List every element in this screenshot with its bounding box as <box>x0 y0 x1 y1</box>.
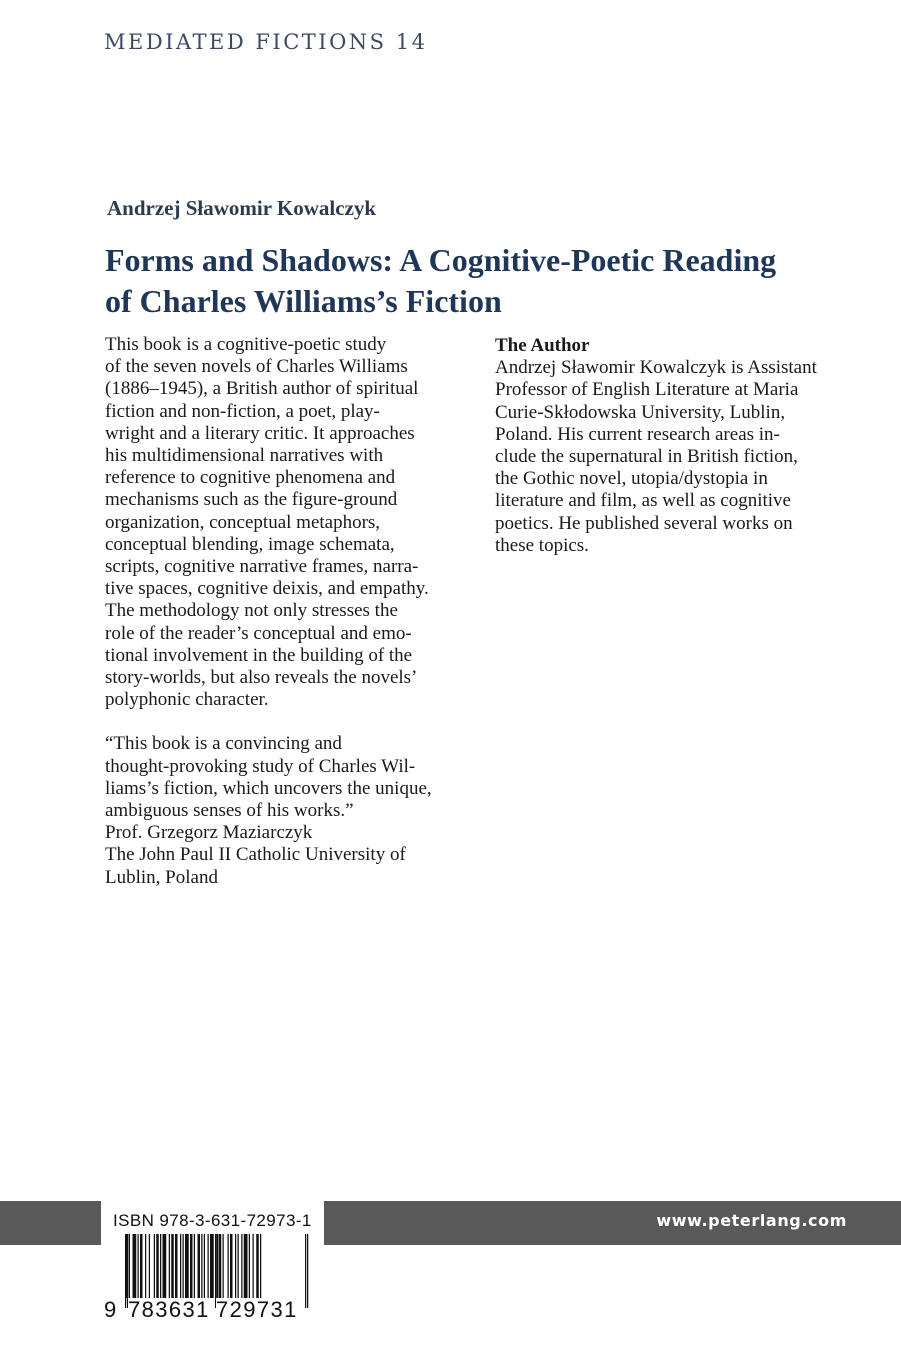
text-line: reference to cognitive phenomena and <box>105 467 396 489</box>
barcode-bar <box>201 1234 202 1298</box>
quote-line: “This book is a convincing and <box>105 733 342 755</box>
text-line: role of the reader’s conceptual and emo- <box>105 622 412 644</box>
barcode-bar <box>223 1234 224 1298</box>
barcode-bar <box>204 1234 205 1298</box>
barcode-bar <box>185 1234 189 1298</box>
description-paragraph <box>105 334 477 711</box>
text-line: polyphonic character. <box>105 689 269 711</box>
isbn-label: ISBN 978-3-631-72973-1 <box>113 1211 312 1230</box>
text-line: tive spaces, cognitive deixis, and empathy. <box>105 578 429 600</box>
quote-line: liams’s fiction, which uncovers the unique, <box>105 777 432 799</box>
series-label: MEDIATED FICTIONS 14 <box>104 30 428 54</box>
publisher-url[interactable]: www.peterlang.com <box>656 1211 847 1230</box>
text-line: fiction and non-fiction, a poet, play- <box>105 400 380 422</box>
barcode-bar <box>180 1234 181 1298</box>
about-author-text <box>495 357 867 557</box>
barcode-bar <box>169 1234 170 1298</box>
quote-line: ambiguous senses of his works.” <box>105 800 354 822</box>
barcode-guard-bar <box>125 1234 126 1308</box>
barcode-guard-bar <box>307 1234 308 1308</box>
text-line: (1886–1945), a British author of spiritual <box>105 378 419 400</box>
text-line: of the seven novels of Charles Williams <box>105 356 408 378</box>
barcode-lead-digit: 9 <box>104 1297 118 1322</box>
book-title <box>105 240 865 322</box>
quote-attribution: Prof. Grzegorz Maziarczyk <box>105 822 313 844</box>
description-column <box>105 334 477 889</box>
text-line: wright and a literary critic. It approaches <box>105 422 415 444</box>
text-line: Andrzej Sławomir Kowalczyk is Assistant <box>495 357 817 379</box>
barcode-bar <box>244 1234 248 1298</box>
barcode-bar <box>171 1234 174 1298</box>
text-line: organization, conceptual metaphors, <box>105 511 381 533</box>
quote-affiliation: Lublin, Poland <box>105 866 218 888</box>
barcode-bar <box>249 1234 250 1298</box>
barcode-bar <box>160 1234 161 1298</box>
barcode-bar <box>198 1234 201 1298</box>
text-line: these topics. <box>495 534 589 556</box>
text-line: Professor of English Literature at Maria <box>495 379 799 401</box>
text-line: the Gothic novel, utopia/dystopia in <box>495 468 768 490</box>
barcode-bar <box>175 1234 178 1298</box>
text-line: Poland. His current research areas in- <box>495 423 780 445</box>
barcode-bar <box>183 1234 184 1298</box>
title-line: Forms and Shadows: A Cognitive-Poetic Reading <box>105 242 777 278</box>
barcode-bar <box>194 1234 195 1298</box>
barcode-bar <box>140 1234 143 1298</box>
barcode-bar <box>145 1234 146 1298</box>
barcode-bar <box>154 1234 155 1298</box>
barcode-left-digits: 783631 <box>128 1297 210 1322</box>
barcode-bar <box>219 1234 222 1298</box>
barcode-bar <box>238 1234 239 1298</box>
barcode-bar <box>260 1234 261 1298</box>
about-author-column <box>495 335 867 557</box>
barcode-bar <box>133 1234 137 1298</box>
barcode-right-digits: 729731 <box>216 1297 298 1322</box>
barcode-bar <box>208 1234 209 1298</box>
title-line: of Charles Williams’s Fiction <box>105 283 502 319</box>
barcode-bar <box>129 1234 130 1298</box>
quote-affiliation: The John Paul II Catholic University of <box>105 844 406 866</box>
endorsement-quote <box>105 733 477 888</box>
barcode-bar <box>138 1234 139 1298</box>
barcode-guard-bar <box>305 1234 306 1308</box>
barcode-bar <box>230 1234 233 1298</box>
barcode-bar <box>163 1234 167 1298</box>
text-line: conceptual blending, image schemata, <box>105 533 395 555</box>
quote-line: thought-provoking study of Charles Wil- <box>105 755 416 777</box>
barcode-bar <box>256 1234 259 1298</box>
text-line: scripts, cognitive narrative frames, narra- <box>105 556 419 578</box>
text-line: poetics. He published several works on <box>495 512 793 534</box>
barcode-bar <box>241 1234 242 1298</box>
barcode-bar <box>210 1234 214 1298</box>
barcode-bar <box>228 1234 229 1298</box>
text-line: Curie-Skłodowska University, Lublin, <box>495 401 786 423</box>
text-line: literature and film, as well as cognitive <box>495 490 791 512</box>
text-line: This book is a cognitive-poetic study <box>105 334 387 355</box>
text-line: clude the supernatural in British fiction, <box>495 446 798 468</box>
barcode-bar <box>149 1234 150 1298</box>
text-line: mechanisms such as the figure-ground <box>105 489 398 511</box>
barcode-bar <box>190 1234 193 1298</box>
author-name: Andrzej Sławomir Kowalczyk <box>107 196 377 220</box>
barcode-bar <box>235 1234 236 1298</box>
text-line: his multidimensional narratives with <box>105 445 384 467</box>
about-author-heading: The Author <box>495 335 590 356</box>
text-line: tional involvement in the building of the <box>105 644 413 666</box>
text-line: The methodology not only stresses the <box>105 600 398 622</box>
barcode-bar <box>253 1234 254 1298</box>
barcode-bar <box>156 1234 159 1298</box>
text-line: story-worlds, but also reveals the novels’ <box>105 667 418 689</box>
